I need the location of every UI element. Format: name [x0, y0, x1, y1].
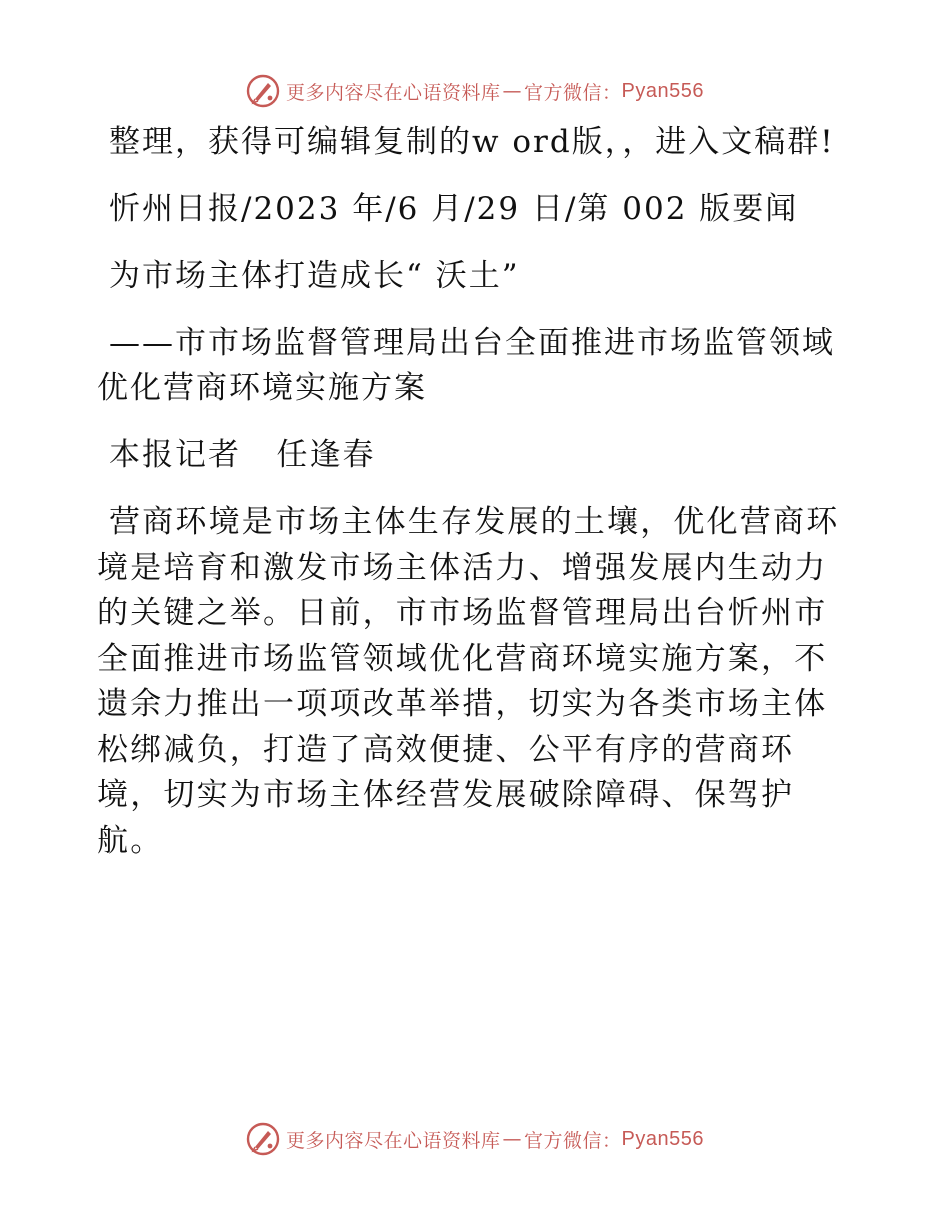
- watermark-wechat-id: Pyan556: [621, 1127, 704, 1150]
- headline: 为市场主体打造成长“ 沃土”: [109, 258, 520, 294]
- dateline: 忻州日报/2023 年/6 月/29 日/第 002 版要闻: [109, 191, 799, 227]
- watermark-main-text: 更多内容尽在心语资料库: [286, 81, 501, 104]
- watermark-dash: —: [502, 80, 523, 102]
- quill-logo-icon: [246, 1122, 280, 1156]
- intro-paragraph: 整理，获得可编辑复制的w ord版，，进入文稿群!: [109, 124, 835, 160]
- watermark-main-text: 更多内容尽在心语资料库: [286, 1129, 501, 1152]
- byline: 本报记者 任逢春: [109, 437, 376, 473]
- watermark-label: 官方微信：: [524, 81, 622, 104]
- watermark-label: 官方微信：: [524, 1129, 622, 1152]
- watermark-footer: [0, 1119, 950, 1159]
- subheadline: ——市市场监督管理局出台全面推进市场监管领域优化营商环境实施方案: [97, 325, 835, 406]
- watermark-header: [0, 71, 950, 111]
- watermark-dash: —: [502, 1128, 523, 1150]
- watermark-wechat-id: Pyan556: [621, 79, 704, 102]
- document-content: [97, 120, 857, 864]
- body-paragraph: 营商环境是市场主体生存发展的土壤，优化营商环境是培育和激发市场主体活力、增强发展内生动力的关键之举。日前，市市场监督管理局出台忻州市全面推进市场监管领域优化营商环境实施方案，不遗余力推出一项项改革举措，切实为各类市场主体松绑减负，打造了高效便捷、公平有序的营商环境，切实为市场主体经营发展破除障碍、保驾护航。: [97, 504, 840, 859]
- quill-logo-icon: [246, 74, 280, 108]
